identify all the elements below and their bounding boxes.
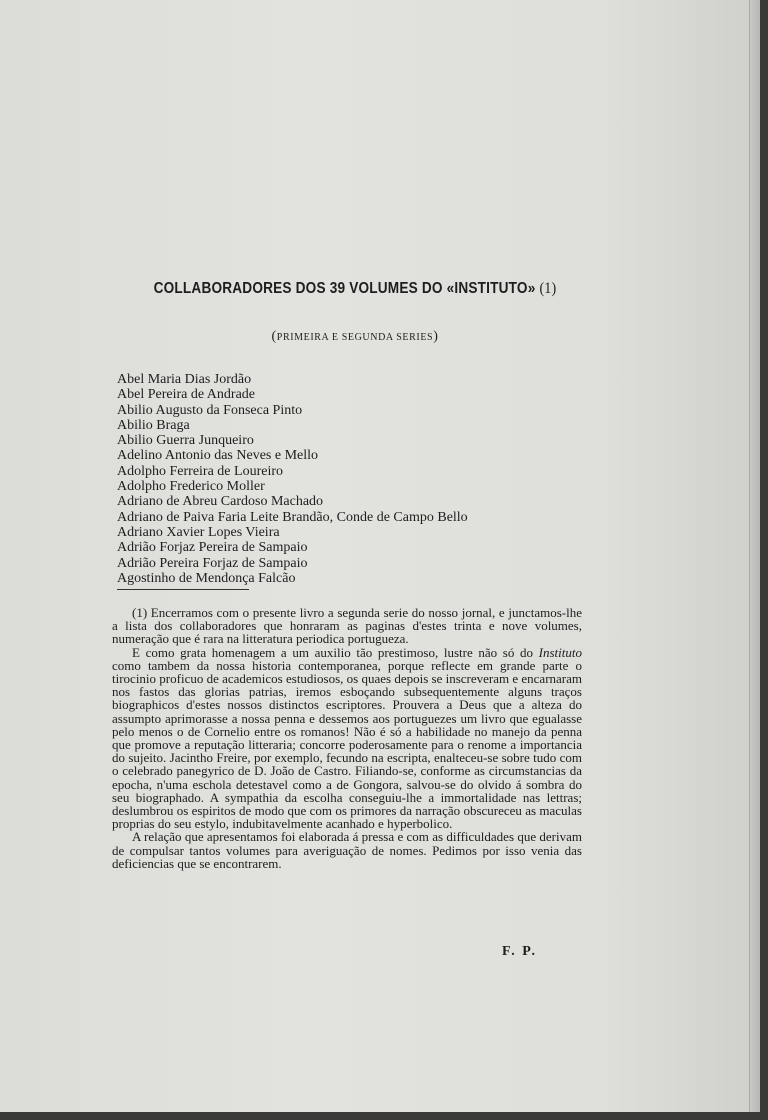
list-item: Adolpho Ferreira de Loureiro	[117, 463, 283, 479]
subtitle-close-paren: )	[433, 329, 439, 344]
list-item: Adrião Pereira Forjaz de Sampaio	[117, 555, 308, 571]
page-edge	[749, 0, 760, 1112]
footnote-p2-rest: como tambem da nossa historia contemporanea, porque reflecte em grande parte o tirocinio proficuo de academicos estudiosos, os quaes depois se inscreveram e encarnaram nos fastos das glorias patrias, iremos esboçando subsequentemente alguns traços biographicos d'estes nossos distinctos escriptores. Prouvera a Deus que a alteza do assumpto aprimorasse a nossa penna e dessemos aos portuguezes um livro que egualasse pelo menos o de Cornelio entre os romanos! Não é só a habilidade no manejo da penna que promove a reputação litteraria; concorre poderosamente para o renome a importancia do sujeito. Jacintho Freire, por exemplo, fecundo na escripta, enalteceu-se sobre tudo com o celebrado panegyrico de D. João de Castro. Filiando-se, conforme as circumstancias da epocha, n'uma eschola detestavel como a de Gongora, salvou-se do olvido á sombra do seu biographado. A sympathia da escolha conseguiu-lhe a immortalidade nas lettras; deslumbrou os espiritos de modo que com os primores da narração obscureceu as maculas proprias do seu estylo, indubitavelmente acanhado e hyperbolico.	[112, 657, 582, 832]
list-item: Adriano de Abreu Cardoso Machado	[117, 494, 324, 510]
subtitle	[0, 329, 710, 345]
list-item: Abilio Augusto da Fonseca Pinto	[117, 402, 303, 418]
footnote	[112, 606, 582, 870]
footnote-p2-start: E como grata homenagem a um auxilio tão prestimoso, lustre não só do	[132, 644, 533, 660]
list-item: Abel Maria Dias Jordão	[117, 372, 252, 387]
list-item: Adolpho Frederico Moller	[117, 479, 265, 495]
title-text: COLLABORADORES DOS 39 VOLUMES DO «INSTITUTO»	[153, 280, 536, 297]
footnote-paragraph-1: (1) Encerramos com o presente livro a segunda serie do nosso jornal, e junctamos-lhe a lista dos collaboradores que honraram as paginas d'estes trinta e nove volumes, numeração que é rara na litteratura periodica portugueza.	[112, 605, 582, 647]
list-item: Agostinho de Mendonça Falcão	[117, 570, 296, 586]
page-title	[43, 280, 668, 298]
collaborator-list	[117, 372, 468, 586]
subtitle-text: PRIMEIRA E SEGUNDA SERIES	[276, 332, 434, 343]
list-item: Adelino Antonio das Neves e Mello	[117, 448, 319, 464]
journal-name: Instituto	[538, 644, 582, 660]
list-item: Adriano Xavier Lopes Vieira	[117, 524, 280, 540]
list-item: Abel Pereira de Andrade	[117, 387, 255, 403]
list-item: Adrião Forjaz Pereira de Sampaio	[117, 540, 308, 556]
footnote-paragraph-2	[112, 646, 582, 831]
footnote-divider	[117, 589, 249, 590]
list-item: Adriano de Paiva Faria Leite Brandão, Conde de Campo Bello	[117, 509, 468, 525]
list-item: Abilio Braga	[117, 417, 190, 433]
subtitle-open-paren: (	[271, 329, 277, 344]
footnote-paragraph-3: A relação que apresentamos foi elaborada á pressa e com as difficuldades que derivam de compulsar tantos volumes para averiguação de nomes. Pedimos por isso venia das deficiencias que se encontrarem.	[112, 829, 582, 871]
author-initials: F. P.	[502, 944, 538, 959]
list-item: Abilio Guerra Junqueiro	[117, 433, 254, 449]
footnote-reference: (1)	[539, 280, 557, 297]
